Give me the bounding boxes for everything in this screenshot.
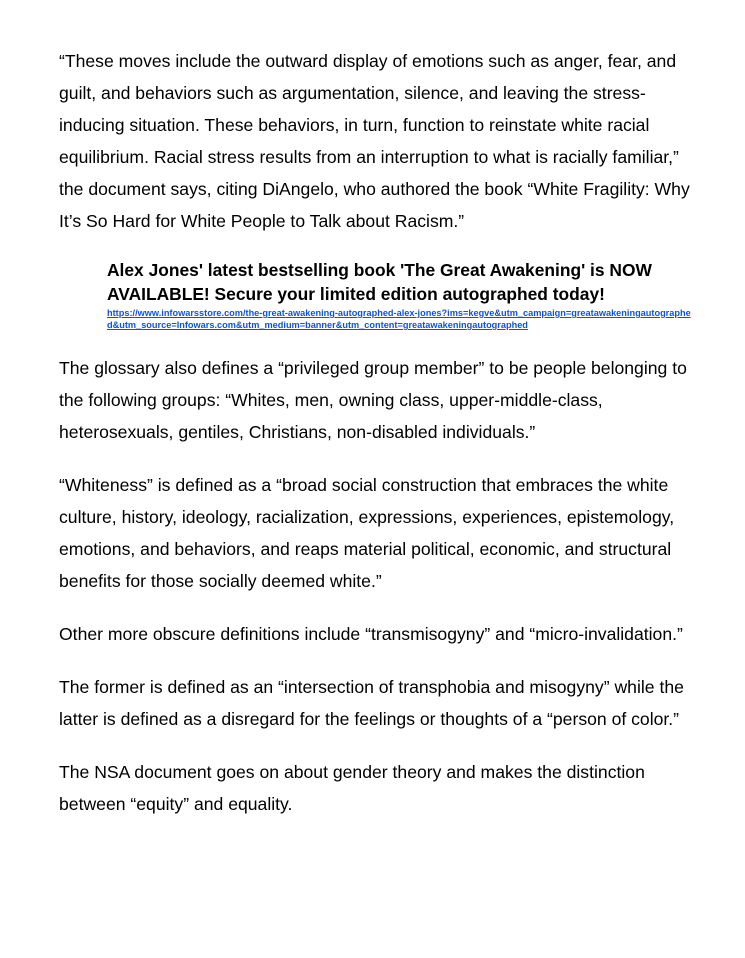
paragraph-1: “These moves include the outward display of emotions such as anger, fear, and guilt, and behaviors such as argumentation, silence, and leaving the stress-inducing situation. These behaviors, in turn, function to reinstate white racial equilibrium. Racial stress results from an interruption to what is racially familiar,” the document says, citing DiAngelo, who authored the book “White Fragility: Why It’s So Hard for White People to Talk about Racism.” <box>59 51 690 231</box>
paragraph-2: The glossary also defines a “privileged group member” to be people belonging to the following groups: “Whites, men, owning class, upper-middle-class, heterosexuals, gentiles, Christians, non-disabled individuals.” <box>59 358 687 442</box>
ad-title[interactable]: Alex Jones' latest bestselling book 'The Great Awakening' is NOW AVAILABLE! Secure your limited edition autographed today! <box>107 260 652 304</box>
paragraph-6: The NSA document goes on about gender theory and makes the distinction between “equity” and equality. <box>59 762 645 814</box>
paragraph-4: Other more obscure definitions include “transmisogyny” and “micro-invalidation.” <box>59 624 683 644</box>
paragraph-3: “Whiteness” is defined as a “broad social construction that embraces the white culture, history, ideology, racialization, expressions, experiences, epistemology, emotions, and behaviors, and reaps material political, economic, and structural benefits for those socially deemed white.” <box>59 475 675 591</box>
document-page <box>59 45 699 820</box>
paragraph-5: The former is defined as an “intersection of transphobia and misogyny” while the latter is defined as a disregard for the feelings or thoughts of a “person of color.” <box>59 677 684 729</box>
ad-banner[interactable] <box>107 258 691 331</box>
ad-link[interactable]: https://www.infowarsstore.com/the-great-awakening-autographed-alex-jones?ims=kegve&utm_campaign=greatawakeningautographed&utm_source=Infowars.com&utm_medium=banner&utm_content=greatawakeningautographed <box>107 308 691 330</box>
